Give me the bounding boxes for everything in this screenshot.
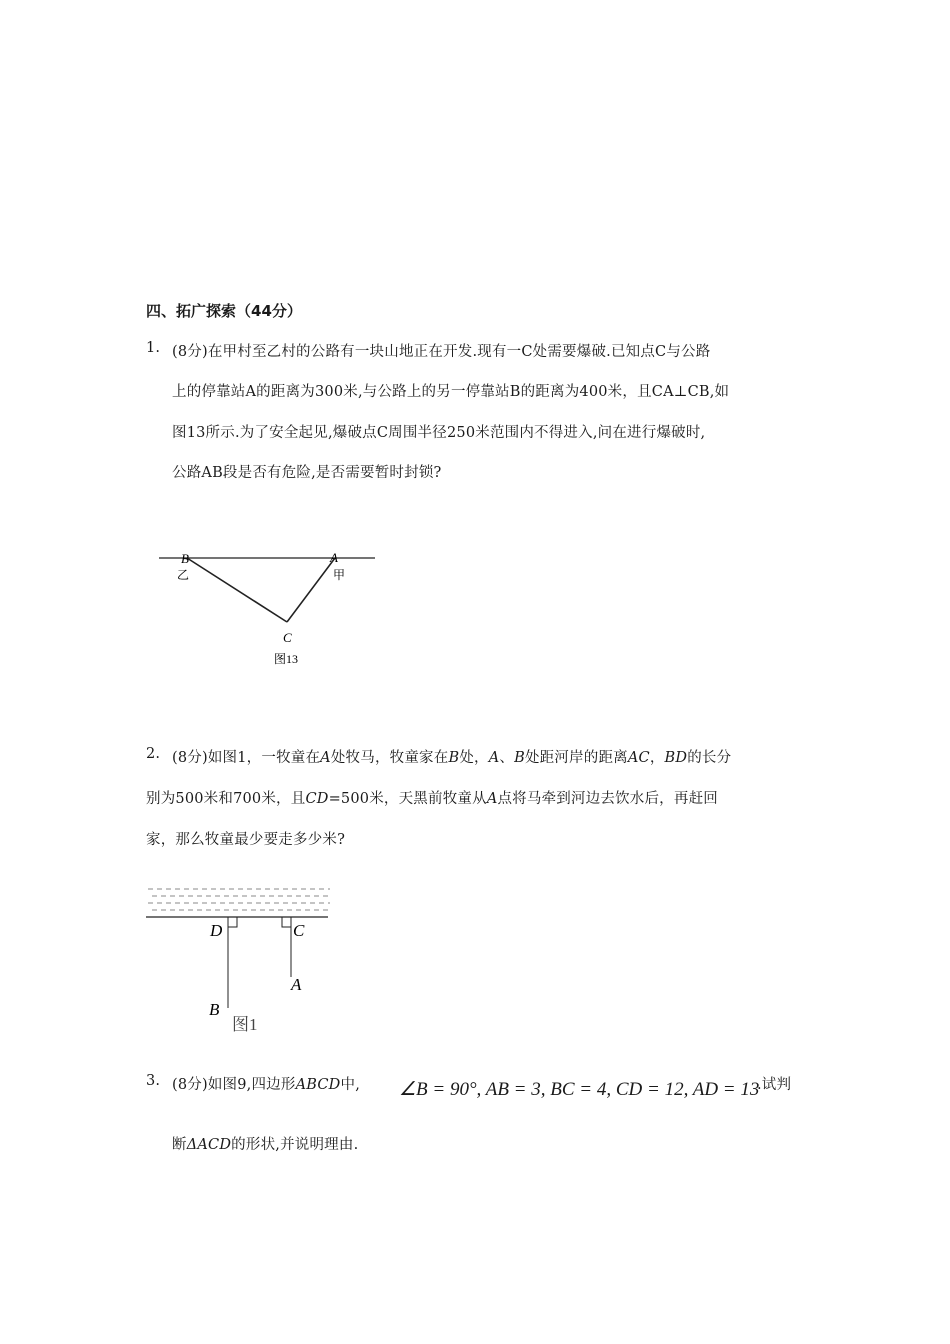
point-c-label: C (293, 921, 305, 940)
var-abcd: ABCD (295, 1077, 341, 1093)
point-b-label: B (181, 551, 189, 566)
q1-line-1: (8分)在甲村至乙村的公路有一块山地正在开发.现有一C处需要爆破.已知点C与公路 (172, 344, 711, 360)
q3-line-2: 断ΔACD的形状,并说明理由. (172, 1137, 359, 1153)
q3-number: 3. (146, 1073, 161, 1089)
q3-line-1-end: .试判 (757, 1077, 792, 1093)
var-b: B (448, 750, 460, 766)
q3-line-1-text: (8分)如图9,四边形ABCD中, (172, 1077, 361, 1093)
point-d-label: D (210, 921, 223, 940)
q1-line-2: 上的停靠站A的距离为300米,与公路上的另一停靠站B的距离为400米，且CA⊥CB,如 (172, 384, 730, 400)
triangle-acd: ΔACD (186, 1137, 232, 1153)
q1-line-4: 公路AB段是否有危险,是否需要暂时封锁? (172, 465, 442, 481)
figure-1 (140, 880, 340, 1040)
river-hatching (148, 889, 330, 910)
village-yi-label: 乙 (177, 568, 190, 582)
point-a-label: A (330, 550, 338, 565)
q1-number: 1. (146, 340, 161, 356)
figure-13-caption: 图13 (274, 652, 299, 666)
q2-number: 2. (146, 746, 161, 762)
figure-13 (150, 545, 390, 670)
figure-1-caption: 图1 (232, 1015, 258, 1034)
section-heading: 四、拓广探索（44分） (146, 302, 302, 320)
point-a-label: A (291, 975, 302, 994)
segment-bc (187, 558, 287, 622)
q2-line-2: 别为500米和700米，且CD=500米，天黑前牧童从A点将马牵到河边去饮水后，再赶回 (146, 791, 718, 807)
right-angle-d (228, 917, 237, 927)
q1-line-3: 图13所示.为了安全起见,爆破点C周围半径250米范围内不得进入,问在进行爆破时, (172, 425, 706, 441)
q2-line-1: (8分)如图1，一牧童在A处牧马，牧童家在B处，A、B处距河岸的距离AC，BD的长分 (172, 750, 732, 766)
point-b-label: B (209, 1000, 220, 1019)
q2-line-3: 家，那么牧童最少要走多少米? (146, 832, 346, 848)
right-angle-c (282, 917, 291, 927)
q3-formula: ∠B = 90°, AB = 3, BC = 4, CD = 12, AD = 13 (399, 1079, 760, 1100)
point-c-label: C (283, 630, 292, 645)
segment-ac (287, 558, 335, 622)
village-jia-label: 甲 (333, 568, 346, 582)
var-a: A (320, 750, 331, 766)
